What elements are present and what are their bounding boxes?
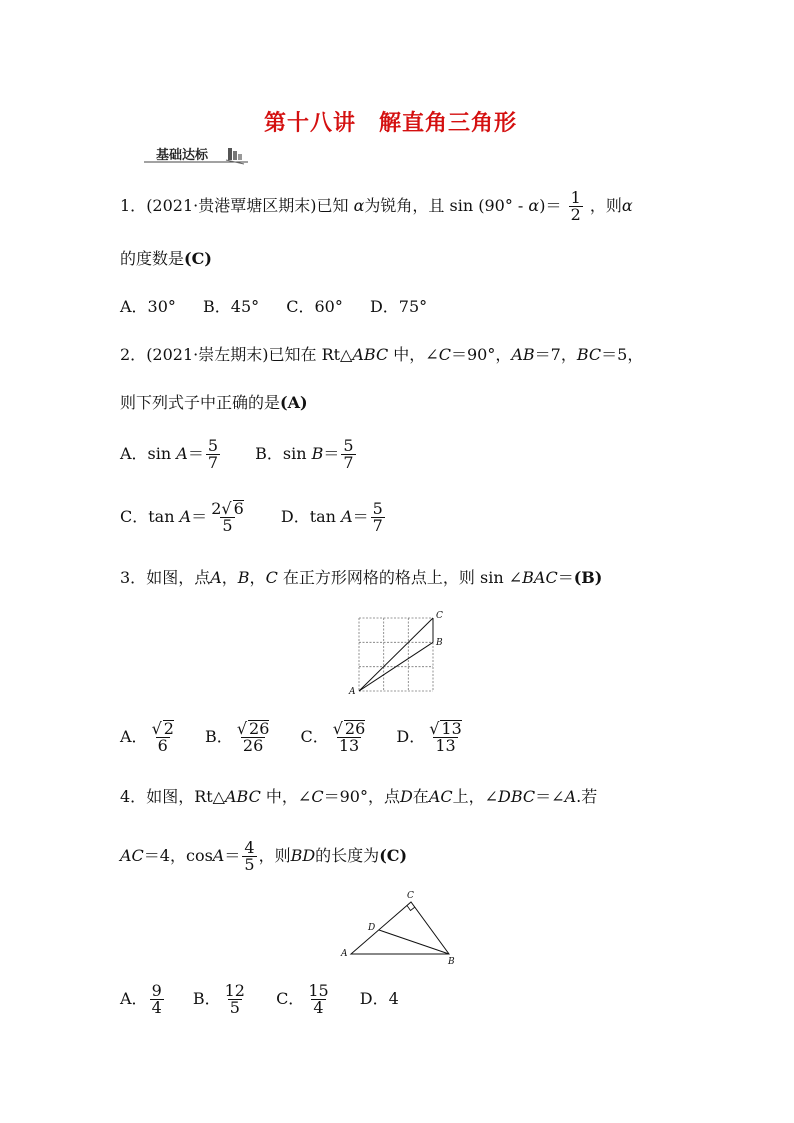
q4-triangle-abc bbox=[351, 902, 449, 954]
q2-option-a: A．sin A＝ $\frac{5}{7}$ bbox=[120, 436, 219, 472]
q2-option-b: B．sin B＝ $\frac{5}{7}$ bbox=[255, 436, 354, 472]
q4-fraction: $\frac{4}{5}$ bbox=[244, 838, 255, 874]
q2-options-row-1 bbox=[120, 438, 358, 471]
q1-option-b: B．45° bbox=[203, 297, 260, 316]
question-4-line-2: AC＝4，cosA＝ $\frac{4}{5}$ ，则BD的长度为(C) bbox=[120, 838, 408, 874]
q4-triangle-figure bbox=[335, 888, 465, 968]
q3-answer: (B) bbox=[573, 568, 603, 587]
q3-options bbox=[120, 720, 466, 754]
section-badge bbox=[140, 144, 252, 164]
q2-options-row-2 bbox=[120, 500, 387, 534]
q4-option-c: C． $\frac{15}{4}$ bbox=[276, 981, 329, 1017]
q3-option-b: B． $\frac{√ 26}{26}$ bbox=[205, 719, 270, 755]
q4-answer: (C) bbox=[379, 846, 408, 865]
q3-option-a: A． $\frac{√ 2}{6}$ bbox=[120, 719, 174, 755]
q3-option-c: C． $\frac{√ 26}{13}$ bbox=[300, 719, 366, 755]
section-badge-label: 基础达标 bbox=[156, 148, 209, 163]
q4-option-a: A． $\frac{9}{4}$ bbox=[120, 981, 162, 1017]
q4-option-d: D．4 bbox=[359, 989, 399, 1008]
q4-options bbox=[120, 983, 399, 1016]
q4-label-a: A bbox=[341, 949, 348, 959]
question-3-line-1: 3．如图，点A，B，C 在正方形网格的格点上，则 sin ∠BAC＝(B) bbox=[120, 568, 603, 587]
q3-option-d: D． $\frac{√ 13}{13}$ bbox=[396, 719, 462, 755]
q1-options bbox=[120, 297, 427, 317]
q4-segment-db bbox=[379, 930, 449, 954]
q4-label-b: B bbox=[448, 957, 455, 967]
q1-option-c: C．60° bbox=[286, 297, 343, 316]
question-4-line-1: 4．如图，Rt△ABC 中，∠C＝90°，点D在AC上，∠DBC＝∠A.若 bbox=[120, 787, 598, 806]
q2-answer: (A) bbox=[280, 393, 308, 412]
q1-option-a: A．30° bbox=[120, 297, 176, 316]
q1-answer: (C) bbox=[184, 249, 212, 268]
q4-label-d: D bbox=[368, 923, 376, 933]
question-2-line-1: 2．(2021·崇左期末)已知在 Rt△ABC 中，∠C＝90°，AB＝7，BC＝5， bbox=[120, 345, 644, 364]
q4-label-c: C bbox=[407, 891, 414, 901]
q3-label-c: C bbox=[436, 611, 443, 621]
q3-label-b: B bbox=[436, 638, 443, 648]
q4-option-b: B． $\frac{12}{5}$ bbox=[192, 981, 245, 1017]
q2-option-c: C．tan A＝ $\frac{2√ 6}{5}$ bbox=[120, 499, 244, 535]
q2-option-d: D．tan A＝ $\frac{5}{7}$ bbox=[280, 498, 383, 535]
q1-fraction: $\frac{1}{2}$ bbox=[570, 188, 581, 224]
question-1-line-1: 1．(2021·贵港覃塘区期末)已知 α为锐角，且 sin (90° - α)＝ $\frac{1}{2}$ ，则α bbox=[120, 188, 633, 224]
q3-segment-ac bbox=[359, 618, 433, 691]
q1-option-d: D．75° bbox=[369, 297, 428, 316]
question-2-line-2: 则下列式子中正确的是(A) bbox=[120, 393, 308, 412]
page-title: 第十八讲 解直角三角形 bbox=[264, 111, 518, 136]
q3-label-a: A bbox=[349, 687, 356, 697]
question-1-line-2: 的度数是(C) bbox=[120, 249, 212, 268]
q3-grid-figure bbox=[345, 608, 450, 698]
